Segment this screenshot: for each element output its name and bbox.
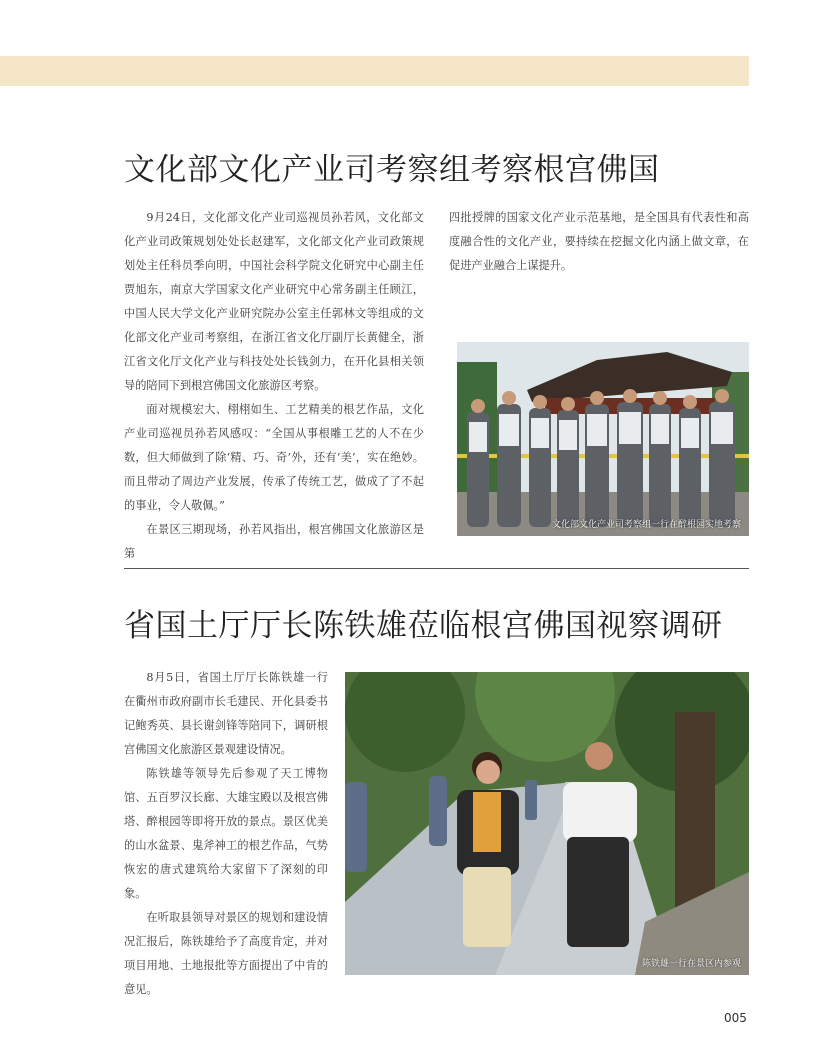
article1-paragraph: 四批授牌的国家文化产业示范基地，是全国具有代表性和高度融合性的文化产业，要持续在挖掘文化内涵上做文章，在促进产业融合上谋提升。 bbox=[449, 211, 749, 272]
page-number: 005 bbox=[724, 1011, 747, 1025]
article1-paragraph: 面对规模宏大、栩栩如生、工艺精美的根艺作品，文化产业司巡视员孙若风感叹：“全国从事根雕工艺的人不在少数，但大师做到了除‘精、巧、奇’外，还有‘美’，实在绝妙。而且带动了周边产业发展，传承了传统工艺，做成了了不起的事业，令人敬佩。” bbox=[124, 403, 424, 512]
article2-paragraph: 8月5日，省国土厅厅长陈铁雄一行在衢州市政府副市长毛建民、开化县委书记鲍秀英、县长谢剑锋等陪同下，调研根宫佛国文化旅游区景观建设情况。 bbox=[124, 671, 328, 756]
article2-title: 省国土厅厅长陈铁雄莅临根宫佛国视察调研 bbox=[124, 608, 723, 644]
article1-photo-caption: 文化部文化产业司考察组一行在醉根园实地考察 bbox=[551, 520, 741, 530]
garden-walk-illustration bbox=[345, 672, 749, 975]
article1-paragraph: 在景区三期现场，孙若风指出，根宫佛国文化旅游区是第 bbox=[124, 523, 424, 560]
article1-left-column bbox=[124, 206, 424, 566]
article2-photo bbox=[345, 672, 749, 975]
section-divider bbox=[124, 568, 749, 569]
article1-paragraph: 9月24日，文化部文化产业司巡视员孙若风，文化部文化产业司政策规划处处长赵建军，文化部文化产业司政策规划处主任科员季向明，中国社会科学院文化研究中心副主任贾旭东，南京大学国家文化产业研究中心常务副主任顾江，中国人民大学文化产业研究院办公室主任郭林文等组成的文化部文化产业司考察组，在浙江省文化厅副厅长黄健全，浙江省文化厅文化产业与科技处处长钱剑力，在开化县相关领导的陪同下到根宫佛国文化旅游区考察。 bbox=[124, 211, 424, 392]
article2-paragraph: 在听取县领导对景区的规划和建设情况汇报后，陈铁雄给予了高度肯定，并对项目用地、土地报批等方面提出了中肯的意见。 bbox=[124, 911, 328, 996]
article2-text-column bbox=[124, 666, 328, 1002]
pavilion-illustration bbox=[457, 342, 749, 536]
article1-right-column bbox=[449, 206, 749, 278]
article2-photo-caption: 陈铁雄一行在景区内参观 bbox=[641, 959, 741, 969]
article2-paragraph: 陈铁雄等领导先后参观了天工博物馆、五百罗汉长廊、大雄宝殿以及根宫佛塔、醉根园等即将开放的景点。景区优美的山水盆景、鬼斧神工的根艺作品，气势恢宏的唐式建筑给大家留下了深刻的印象。 bbox=[124, 767, 328, 900]
article1-title: 文化部文化产业司考察组考察根宫佛国 bbox=[124, 152, 660, 188]
article1-photo bbox=[457, 342, 749, 536]
header-band bbox=[0, 56, 749, 86]
